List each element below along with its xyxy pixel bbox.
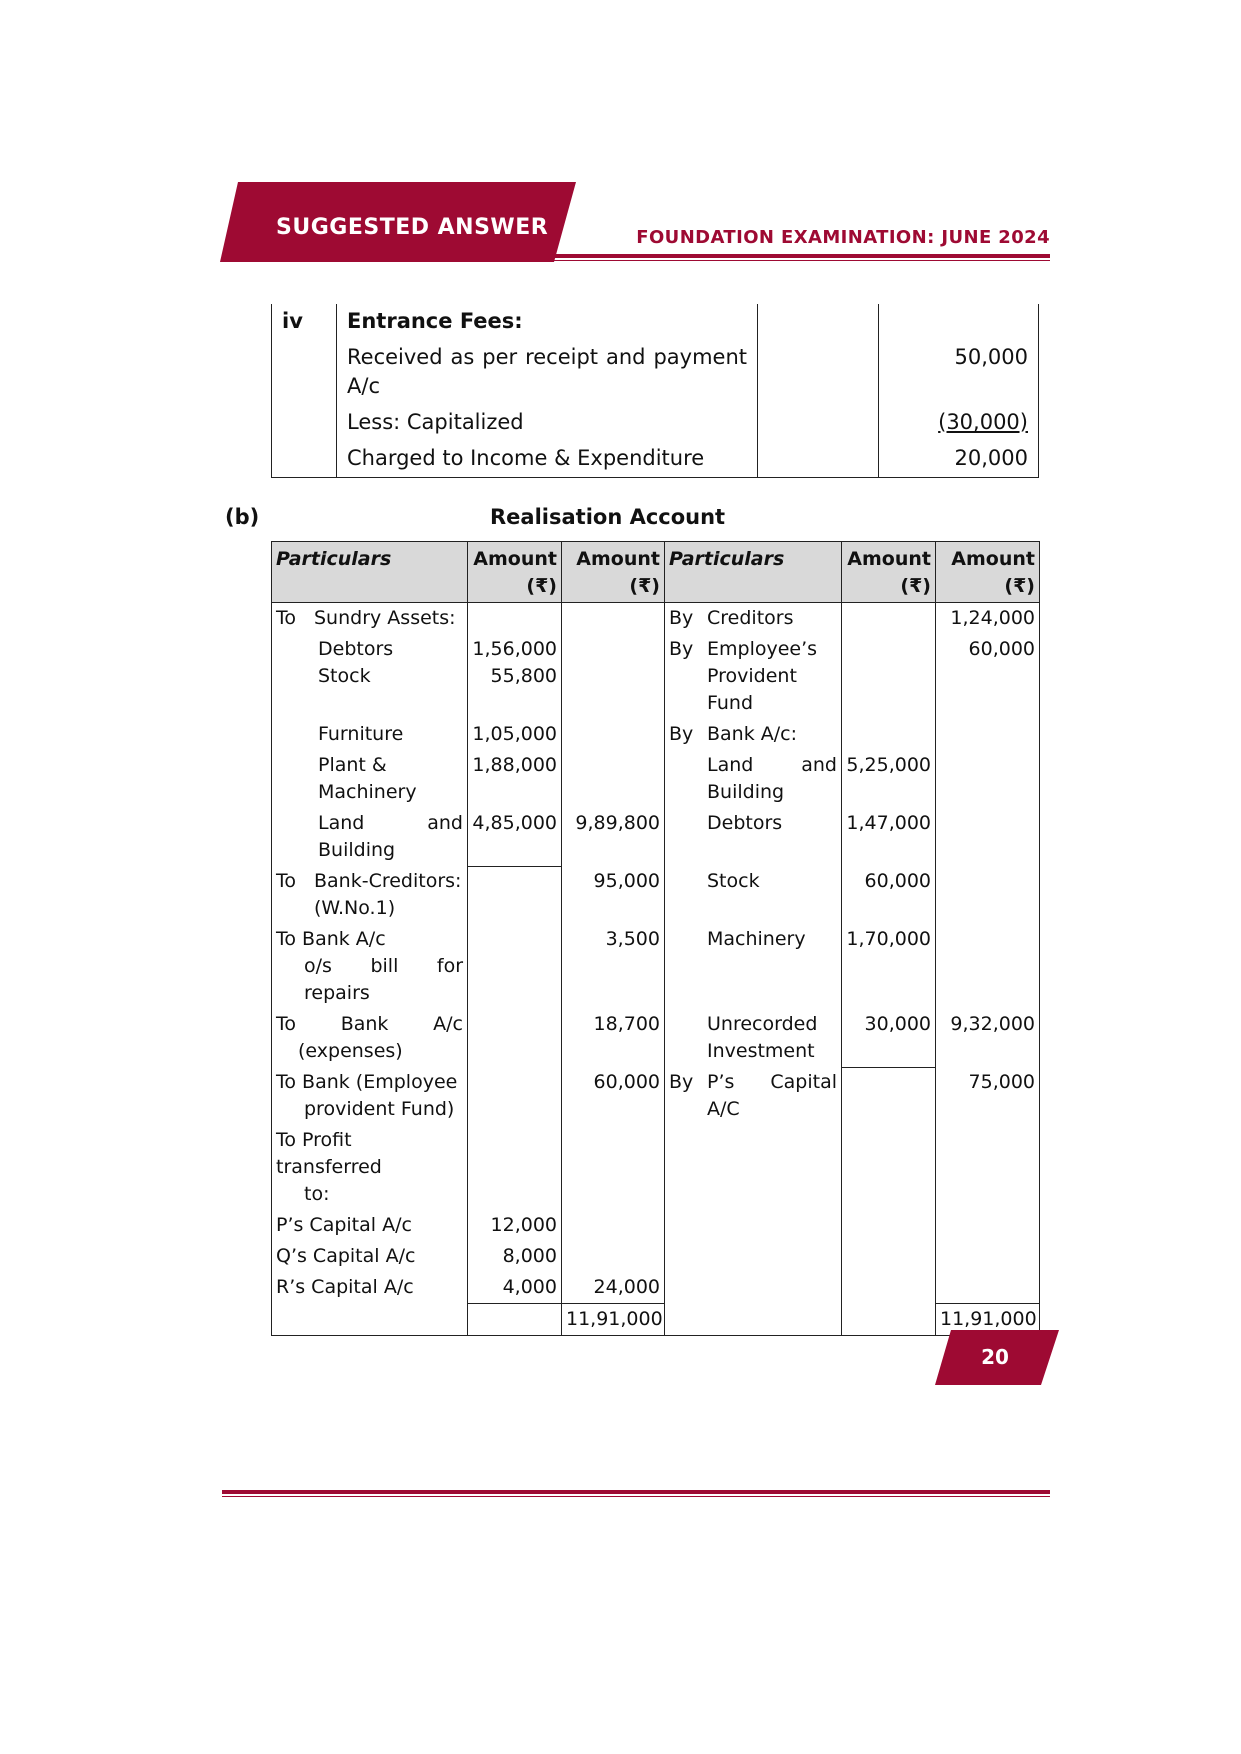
debtors: Debtors (665, 808, 842, 866)
header-rupee: (₹) (629, 575, 660, 597)
q-capital: Q’s Capital A/c (272, 1241, 468, 1272)
furniture-amount: 1,05,000 (468, 719, 562, 750)
page-number: 20 (981, 1345, 1009, 1369)
fees-row-label: Received as per receipt and payment A/c (337, 340, 758, 405)
header-particulars: Particulars (665, 542, 842, 603)
realisation-account-table (271, 541, 1040, 1336)
part-label: (b) (225, 505, 260, 529)
header-amount: Amount (473, 548, 557, 570)
employee-pf-amount: 60,000 (936, 634, 1040, 719)
plant-amount: 1,88,000 (468, 750, 562, 808)
header-rupee: (₹) (526, 575, 557, 597)
profit-transferred: To Profit transferred (276, 1129, 382, 1178)
building-word: Building (707, 781, 785, 803)
ps-word: P’s (707, 1071, 735, 1093)
header-rule (222, 254, 1050, 258)
land-amount: 5,25,000 (842, 750, 936, 808)
header-particulars: Particulars (272, 542, 468, 603)
header-tab-label: SUGGESTED ANSWER (276, 215, 549, 240)
machinery: Machinery (665, 924, 842, 1009)
entrance-fees-table (271, 304, 1039, 478)
item-number: iv (272, 304, 337, 340)
to-prefix: To (276, 607, 297, 629)
credit-grand-total: 11,91,000 (936, 1304, 1040, 1336)
p-capital-amount: 12,000 (468, 1210, 562, 1241)
profit-to: to: (304, 1183, 330, 1205)
to-bank-employee: To Bank (Employee (276, 1071, 458, 1093)
employee-pf: Employee’s (707, 638, 818, 660)
by-prefix: By (669, 1071, 694, 1093)
plant: Plant & (318, 754, 387, 776)
land-word: Land (318, 812, 365, 834)
sundry-total: 9,89,800 (562, 808, 665, 866)
fees-row-amount: (30,000) (938, 410, 1028, 434)
employee-pf-line: Provident (707, 665, 797, 687)
bank-total: 9,32,000 (936, 1009, 1040, 1067)
debit-grand-total: 11,91,000 (562, 1304, 665, 1336)
bank-creditors-amount: 95,000 (562, 866, 665, 924)
q-capital-amount: 8,000 (468, 1241, 562, 1272)
by-prefix: By (669, 607, 694, 629)
creditors-amount: 1,24,000 (936, 603, 1040, 635)
bank-ac: Bank A/c: (707, 723, 798, 745)
to-bank-amount: 3,500 (562, 924, 665, 1009)
provident-fund: provident Fund) (304, 1098, 455, 1120)
to-prefix: To (276, 870, 297, 892)
bill-word: bill (370, 955, 399, 977)
debtors-amount: 1,56,000 (472, 638, 557, 660)
creditors: Creditors (707, 607, 794, 629)
bank-creditors: Bank-Creditors: (314, 870, 462, 892)
and-word: and (427, 812, 463, 834)
by-prefix: By (669, 638, 694, 660)
fees-row-amount: 20,000 (879, 441, 1039, 478)
header-rupee: (₹) (1004, 575, 1035, 597)
unrecorded-amount: 30,000 (842, 1009, 936, 1067)
header-amount: Amount (951, 548, 1035, 570)
fees-row-label: Charged to Income & Expenditure (337, 441, 758, 478)
bank-word: Bank (340, 1013, 389, 1035)
exam-title: FOUNDATION EXAMINATION: JUNE 2024 (636, 227, 1050, 248)
footer-rule (222, 1490, 1050, 1494)
os-word: o/s (304, 955, 332, 977)
and-word: and (801, 754, 837, 776)
header-rule-thin (222, 260, 1050, 261)
to-bank: To Bank A/c (276, 928, 386, 950)
unrecorded: Unrecorded (707, 1013, 818, 1035)
debtors-amount: 1,47,000 (842, 808, 936, 866)
debtors: Debtors (318, 638, 394, 660)
bank-expenses-amount: 18,700 (562, 1009, 665, 1067)
investment: Investment (707, 1040, 815, 1062)
p-capital-amount: 75,000 (936, 1067, 1040, 1125)
p-capital: P’s Capital A/c (272, 1210, 468, 1241)
footer-rule-thin (222, 1496, 1050, 1497)
to-prefix: To (276, 1013, 297, 1035)
fees-row-label: Less: Capitalized (337, 405, 758, 441)
ac-word: A/c (433, 1013, 463, 1035)
r-capital: R’s Capital A/c (272, 1272, 468, 1304)
land-amount: 4,85,000 (468, 808, 562, 866)
furniture: Furniture (272, 719, 468, 750)
for-word: for (436, 955, 463, 977)
ac-word: A/C (707, 1098, 740, 1120)
r-capital-amount: 4,000 (468, 1272, 562, 1304)
account-title: Realisation Account (490, 505, 726, 529)
working-note: (W.No.1) (314, 897, 396, 919)
expenses-word: (expenses) (298, 1040, 403, 1062)
land-word: Land (707, 754, 754, 776)
header-rupee: (₹) (900, 575, 931, 597)
building-word: Building (318, 839, 396, 861)
by-prefix: By (669, 723, 694, 745)
stock: Stock (665, 866, 842, 924)
header-amount: Amount (847, 548, 931, 570)
capital-word: Capital (770, 1071, 837, 1093)
employee-pf-line: Fund (707, 692, 754, 714)
machinery-amount: 1,70,000 (842, 924, 936, 1009)
profit-total: 24,000 (562, 1272, 665, 1304)
fees-heading: Entrance Fees: (337, 304, 758, 340)
stock: Stock (318, 665, 371, 687)
stock-amount: 60,000 (842, 866, 936, 924)
sundry-assets: Sundry Assets: (314, 607, 456, 629)
fees-row-amount: 50,000 (879, 340, 1039, 405)
machinery: Machinery (318, 781, 417, 803)
repairs-word: repairs (304, 982, 370, 1004)
header-amount: Amount (576, 548, 660, 570)
bank-employee-amount: 60,000 (562, 1067, 665, 1125)
stock-amount: 55,800 (490, 665, 557, 687)
